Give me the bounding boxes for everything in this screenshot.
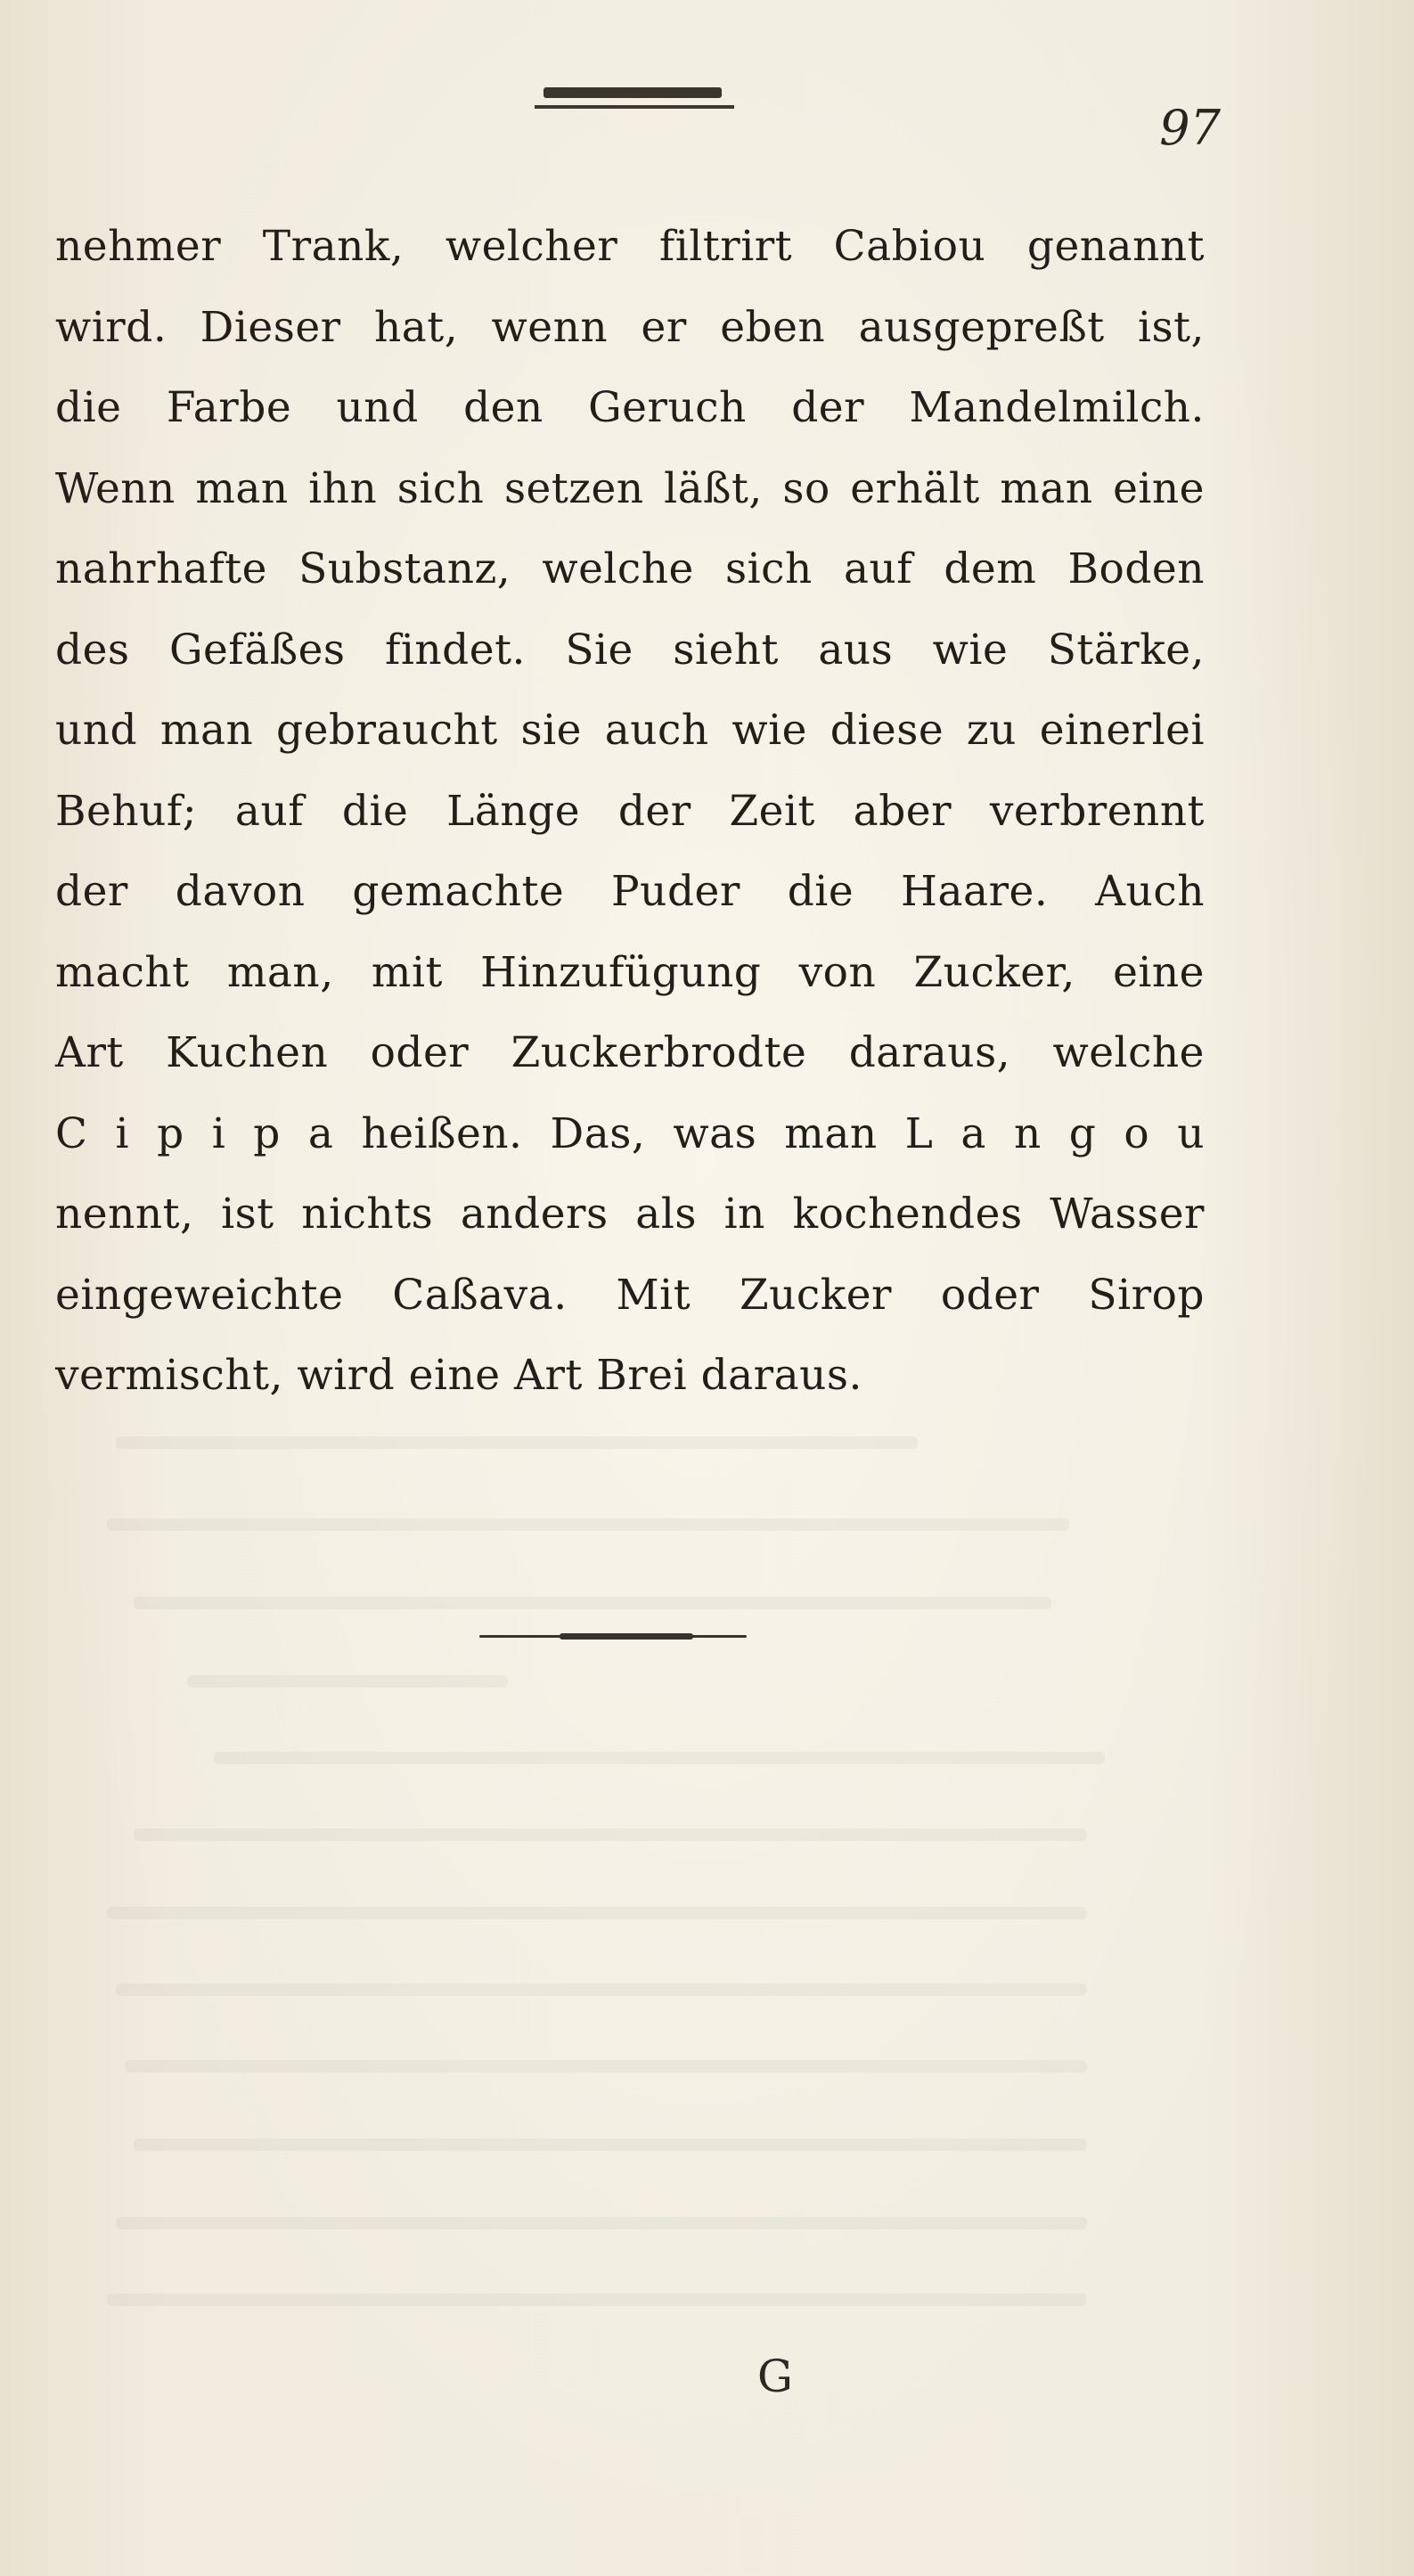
top-rule-thin-bar [535,105,734,109]
text-line-last: vermischt, wird eine Art Brei daraus. [55,1351,862,1400]
text-line: Wenn man ihn sich setzen läßt, so erhält man eine [55,463,1205,513]
text-line: eingeweichte Caßava. Mit Zucker oder Sirop [55,1270,1205,1320]
text-line: der davon gemachte Puder die Haare. Auch [55,867,1205,916]
body-text [55,207,1205,1417]
end-rule-thick-center [560,1633,693,1640]
end-of-section-rule [479,1633,747,1640]
text-line: und man gebraucht sie auch wie diese zu einerlei [55,706,1205,755]
text-line: die Farbe und den Geruch der Mandelmilch. [55,383,1205,432]
text-line: des Gefäßes findet. Sie sieht aus wie Stärke, [55,625,1205,675]
text-line: Art Kuchen oder Zuckerbrodte daraus, welche [55,1028,1205,1077]
top-rule-thick-bar [544,87,722,98]
signature-mark: G [757,2351,793,2402]
text-line: macht man, mit Hinzufügung von Zucker, eine [55,947,1205,997]
text-line: wird. Dieser hat, wenn er eben ausgepreßt ist, [55,302,1205,352]
top-ornamental-rule [535,87,734,110]
text-line: Behuf; auf die Länge der Zeit aber verbrennt [55,786,1205,836]
text-line: nehmer Trank, welcher filtrirt Cabiou genannt [55,222,1205,271]
text-line: C i p i p a heißen. Das, was man L a n g o u [55,1108,1205,1158]
page-number: 97 [1159,100,1221,156]
text-line: nennt, ist nichts anders als in kochendes Wasser [55,1190,1205,1239]
text-line: nahrhafte Substanz, welche sich auf dem Boden [55,544,1205,593]
